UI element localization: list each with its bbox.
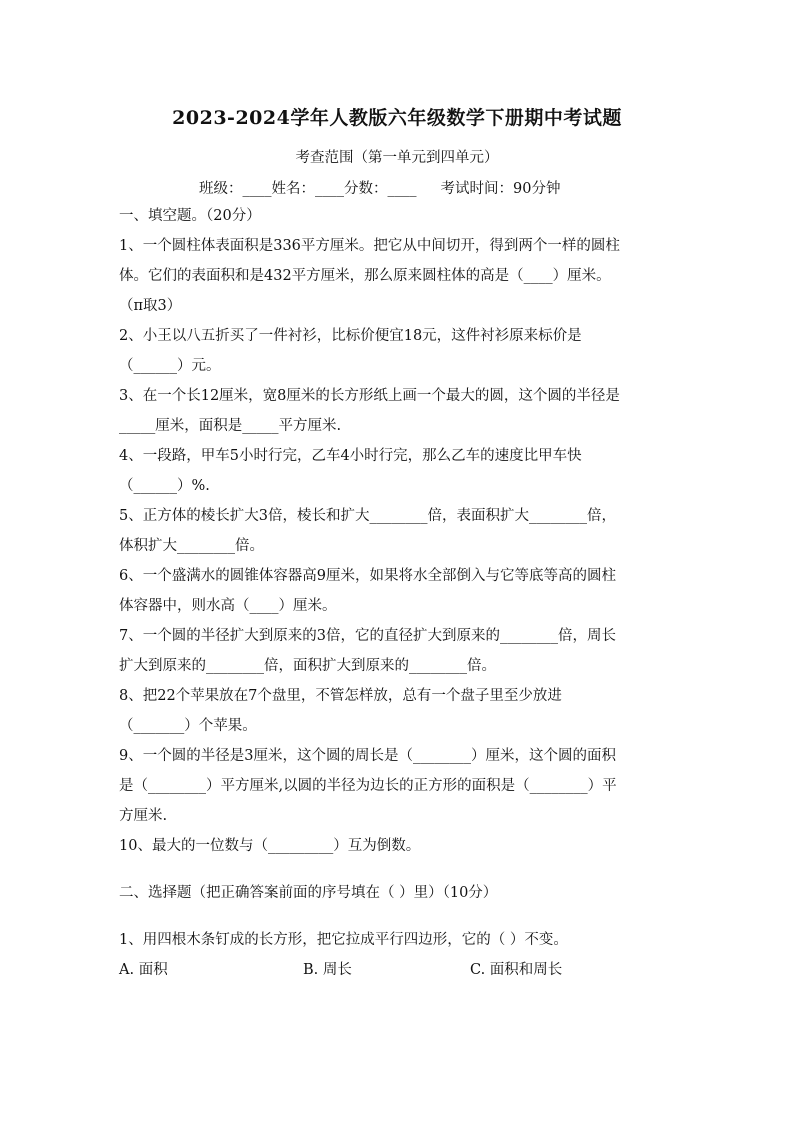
question-line: 6、一个盛满水的圆锥体容器高9厘米，如果将水全部倒入与它等底等高的圆柱 bbox=[119, 568, 616, 584]
question-line: 1、一个圆柱体表面积是336平方厘米。把它从中间切开，得到两个一样的圆柱 bbox=[119, 238, 620, 254]
question-line: 方厘米. bbox=[119, 808, 168, 824]
question-line: 体。它们的表面积和是432平方厘米，那么原来圆柱体的高是（____）厘米。 bbox=[119, 268, 611, 284]
section-heading-fill-blank: 一、填空题。（20分） bbox=[119, 208, 261, 224]
student-info-row bbox=[199, 177, 560, 198]
question-line: 扩大到原来的________倍，面积扩大到原来的________倍。 bbox=[119, 658, 496, 674]
question-line: 7、一个圆的半径扩大到原来的3倍，它的直径扩大到原来的________倍，周长 bbox=[119, 628, 616, 644]
question-line: 9、一个圆的半径是3厘米，这个圆的周长是（________）厘米，这个圆的面积 bbox=[119, 748, 616, 764]
class-field: 班级：____ bbox=[199, 181, 272, 197]
question-line: 体积扩大________倍。 bbox=[119, 538, 264, 554]
option-c: C. 面积和周长 bbox=[470, 962, 563, 978]
question-line: 2、小王以八五折买了一件衬衫，比标价便宜18元，这件衬衫原来标价是 bbox=[119, 328, 582, 344]
question-line: 5、正方体的棱长扩大3倍，棱长和扩大________倍，表面积扩大________倍， bbox=[119, 508, 616, 524]
question-line: （______）元。 bbox=[119, 358, 221, 374]
question-line: _____厘米，面积是_____平方厘米. bbox=[119, 418, 342, 434]
name-field: 姓名：____ bbox=[271, 181, 344, 197]
section-heading-multiple-choice: 二、选择题（把正确答案前面的序号填在（ ）里）（10分） bbox=[119, 885, 498, 901]
score-field: 分数：____ bbox=[344, 181, 417, 197]
question-line: 4、一段路，甲车5小时行完，乙车4小时行完，那么乙车的速度比甲车快 bbox=[119, 448, 582, 464]
question-line: 8、把22个苹果放在7个盘里，不管怎样放，总有一个盘子里至少放进 bbox=[119, 688, 562, 704]
exam-time: 考试时间：90分钟 bbox=[440, 181, 561, 197]
question-line: （π取3） bbox=[119, 298, 182, 314]
question-line: 是（________）平方厘米,以圆的半径为边长的正方形的面积是（________）平 bbox=[119, 778, 617, 794]
question-line: （______）%. bbox=[119, 478, 210, 494]
page-title: 2023-2024学年人教版六年级数学下册期中考试题 bbox=[172, 107, 622, 129]
option-b: B. 周长 bbox=[303, 962, 352, 978]
question-line: 10、最大的一位数与（_________）互为倒数。 bbox=[119, 838, 421, 854]
exam-scope: 考查范围（第一单元到四单元） bbox=[295, 150, 499, 166]
option-a: A. 面积 bbox=[119, 962, 168, 978]
question-line: 3、在一个长12厘米，宽8厘米的长方形纸上画一个最大的圆，这个圆的半径是 bbox=[119, 388, 620, 404]
question-line: （_______）个苹果。 bbox=[119, 718, 257, 734]
answer-options bbox=[119, 955, 679, 985]
question-line: 体容器中，则水高（____）厘米。 bbox=[119, 598, 337, 614]
exam-content bbox=[119, 201, 679, 985]
question-line: 1、用四根木条钉成的长方形，把它拉成平行四边形，它的（ ）不变。 bbox=[119, 932, 568, 948]
